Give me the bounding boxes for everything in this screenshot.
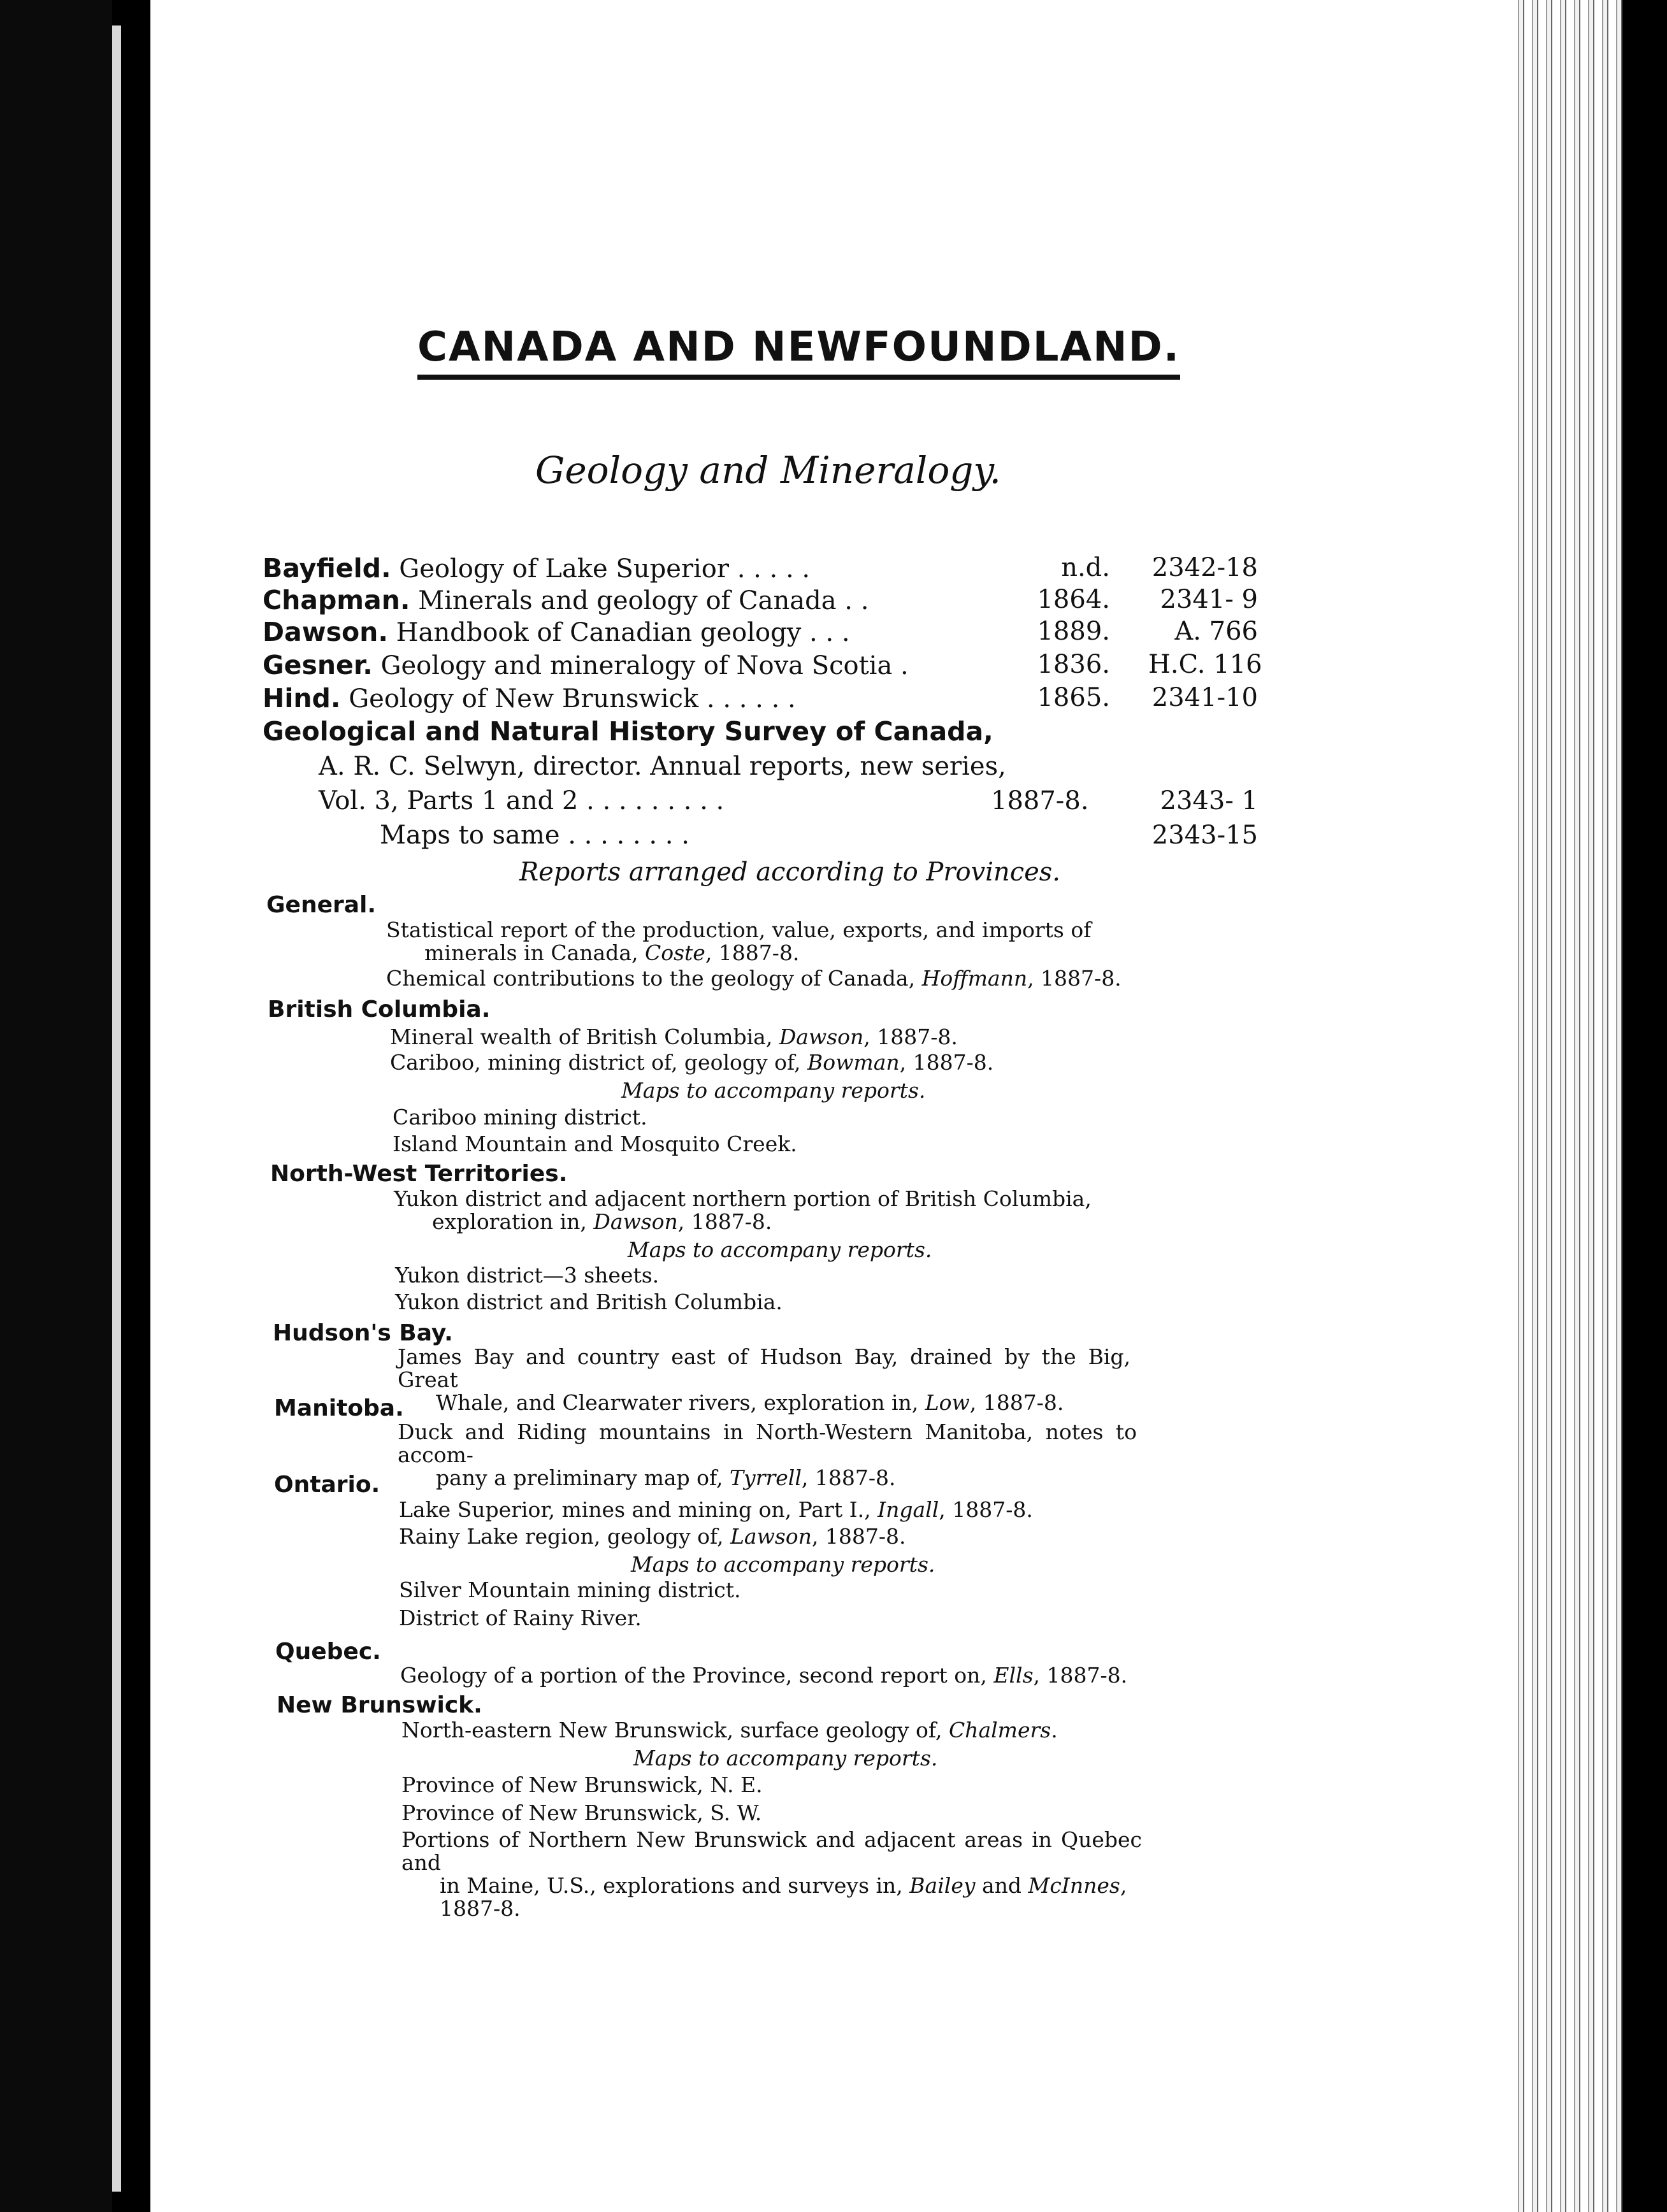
entry-author: Hind. [263,683,341,714]
report-text: Mineral wealth of British Columbia, [390,1024,779,1049]
entry-row [263,585,1258,619]
survey-maps-call-number: 2343-15 [1151,821,1258,850]
right-binding-edge [1622,0,1667,2212]
entry-text [263,586,869,615]
map-item: Province of New Brunswick, S. W. [401,1800,762,1825]
report-text: minerals in Canada, [424,940,645,965]
report-author: Bailey [909,1873,976,1898]
report-item [399,1498,1033,1521]
survey-director-line: A. R. C. Selwyn, director. Annual reports, new series, [319,752,1006,781]
report-text: Whale, and Clearwater rivers, exploration in, [436,1390,925,1415]
report-text: Yukon district and adjacent northern portion of British Columbia, [394,1186,1092,1211]
report-text: Chemical contributions to the geology of Canada, [386,966,922,991]
survey-volume-text: Vol. 3, Parts 1 and 2 . . . . . . . . . [319,786,725,815]
entry-author: Chapman. [263,585,410,615]
report-text: James Bay and country east of Hudson Bay, drained by the Big, Great [398,1344,1130,1392]
entry-title: Geology of New Brunswick [349,684,699,714]
entry-text [263,618,850,647]
maps-heading: Maps to accompany reports. [621,1078,926,1103]
report-item [401,1719,1058,1742]
maps-heading: Maps to accompany reports. [631,1552,935,1577]
province-heading-new-brunswick: New Brunswick. [277,1692,482,1718]
entry-year: n.d. [1061,553,1110,582]
entry-leader: . . . . . . [698,684,796,714]
report-item [386,967,1122,990]
entry-call-number: H.C. 116 [1148,650,1262,679]
entry-text [263,684,796,714]
entry-leader: . [892,651,909,680]
report-author: Bowman [807,1050,900,1075]
maps-heading: Maps to accompany reports. [628,1237,932,1262]
survey-maps-text: Maps to same . . . . . . . . [380,821,689,850]
map-continuation [401,1874,1142,1897]
entry-text [263,651,909,680]
entry-author: Bayfield. [263,553,391,584]
report-text: Statistical report of the production, value, exports, and imports of [386,917,1092,942]
survey-call-number: 2343- 1 [1160,786,1258,815]
report-date: , 1887-8. [811,1524,906,1549]
report-text: Cariboo, mining district of, geology of, [390,1050,808,1075]
report-text: Duck and Riding mountains in North-Western Manitoba, notes to accom- [398,1419,1137,1467]
section-subtitle: Geology and Mineralogy. [535,449,1001,492]
report-date: , 1887-8. [939,1497,1033,1522]
report-date: , 1887-8. [899,1050,994,1075]
report-date: , 1887-8. [1027,966,1122,991]
report-text: North-eastern New Brunswick, surface geology of, [401,1718,949,1742]
report-author: McInnes [1028,1873,1120,1898]
entry-row [263,553,1258,587]
report-author: Lawson [730,1524,812,1549]
entry-row [263,683,1258,717]
report-date: . [1051,1718,1058,1742]
map-text: and [975,1873,1028,1898]
report-date: 1887-8. [440,1896,521,1921]
report-item [400,1664,1127,1687]
report-author: Coste [644,940,705,965]
report-item [394,1188,1125,1233]
report-item [386,919,1129,965]
reports-heading: Reports arranged according to Provinces. [519,858,1061,887]
report-item [398,1346,1130,1414]
entry-row [263,617,1258,651]
province-heading-manitoba: Manitoba. [274,1395,404,1421]
map-item: District of Rainy River. [399,1605,642,1630]
left-binding-edge [0,0,112,2212]
entry-call-number: 2341- 9 [1160,585,1258,614]
report-author: Dawson [779,1024,864,1049]
entry-year: 1864. [1037,585,1110,614]
page-stack-edges [1514,0,1622,2212]
report-author: Ingall [877,1497,939,1522]
report-continuation [398,1467,1137,1490]
report-text: exploration in, [432,1209,594,1234]
entry-call-number: 2341-10 [1151,683,1258,712]
map-item: Yukon district and British Columbia. [395,1289,783,1314]
survey-heading: Geological and Natural History Survey of Canada, [263,716,993,747]
province-heading-quebec: Quebec. [275,1639,381,1665]
report-author: Tyrrell [730,1465,802,1490]
map-item: Silver Mountain mining district. [399,1577,741,1602]
entry-year: 1889. [1037,617,1110,646]
province-heading-hudsons-bay: Hudson's Bay. [273,1320,453,1346]
report-date: , 1887-8. [677,1209,772,1234]
map-item [401,1828,1142,1920]
entry-text [263,554,810,584]
entry-author: Dawson. [263,617,388,647]
entry-year: 1865. [1037,683,1110,712]
report-item [390,1051,993,1074]
map-item: Province of New Brunswick, N. E. [401,1772,763,1797]
survey-maps-line [380,821,1258,855]
entry-author: Gesner. [263,650,373,680]
entry-title: Handbook of Canadian geology [396,618,802,647]
report-item [399,1525,906,1548]
report-text: Rainy Lake region, geology of, [399,1524,730,1549]
report-item [390,1026,958,1049]
report-author: Chalmers [948,1718,1051,1742]
entry-leader: . . [836,586,869,615]
entry-row [263,650,1262,684]
province-heading-general: General. [266,892,377,918]
map-item: Island Mountain and Mosquito Creek. [393,1131,797,1156]
entry-year: 1836. [1037,650,1110,679]
report-continuation [386,942,1129,965]
report-continuation [394,1210,1125,1233]
report-date: , 1887-8. [801,1465,896,1490]
report-date: , 1887-8. [969,1390,1064,1415]
report-author: Hoffmann [921,966,1028,991]
left-page-edge [112,25,121,2192]
entry-title: Geology and mineralogy of Nova Scotia [380,651,893,680]
maps-heading: Maps to accompany reports. [633,1746,938,1770]
map-text: Portions of Northern New Brunswick and adjacent areas in Quebec and [401,1827,1142,1875]
entry-leader: . . . [801,618,850,647]
survey-volume-line [319,786,1258,821]
report-date: , 1887-8. [863,1024,958,1049]
report-text: Lake Superior, mines and mining on, Part I., [399,1497,878,1522]
entry-call-number: A. 766 [1174,617,1258,646]
province-heading-north-west-territories: North-West Territories. [270,1161,568,1187]
report-text: pany a preliminary map of, [436,1465,730,1490]
map-text: in Maine, U.S., explorations and surveys in, [440,1873,910,1898]
entry-title: Geology of Lake Superior [399,554,729,584]
report-text: Geology of a portion of the Province, second report on, [400,1663,994,1688]
map-item: Cariboo mining district. [393,1105,647,1130]
report-author: Dawson [593,1209,678,1234]
entry-title: Minerals and geology of Canada [418,586,837,615]
province-heading-ontario: Ontario. [274,1472,380,1498]
entry-leader: . . . . . [728,554,811,584]
report-date: , 1887-8. [705,940,800,965]
survey-year: 1887-8. [991,786,1089,815]
page-title: CANADA AND NEWFOUNDLAND. [417,324,1180,380]
map-text: , [1120,1873,1127,1898]
report-author: Ells [993,1663,1034,1688]
report-date: , 1887-8. [1033,1663,1128,1688]
entry-call-number: 2342-18 [1151,553,1258,582]
province-heading-british-columbia: British Columbia. [268,996,491,1023]
report-item [398,1421,1137,1490]
report-continuation [398,1391,1130,1414]
map-item: Yukon district—3 sheets. [395,1263,660,1288]
report-author: Low [925,1390,970,1415]
